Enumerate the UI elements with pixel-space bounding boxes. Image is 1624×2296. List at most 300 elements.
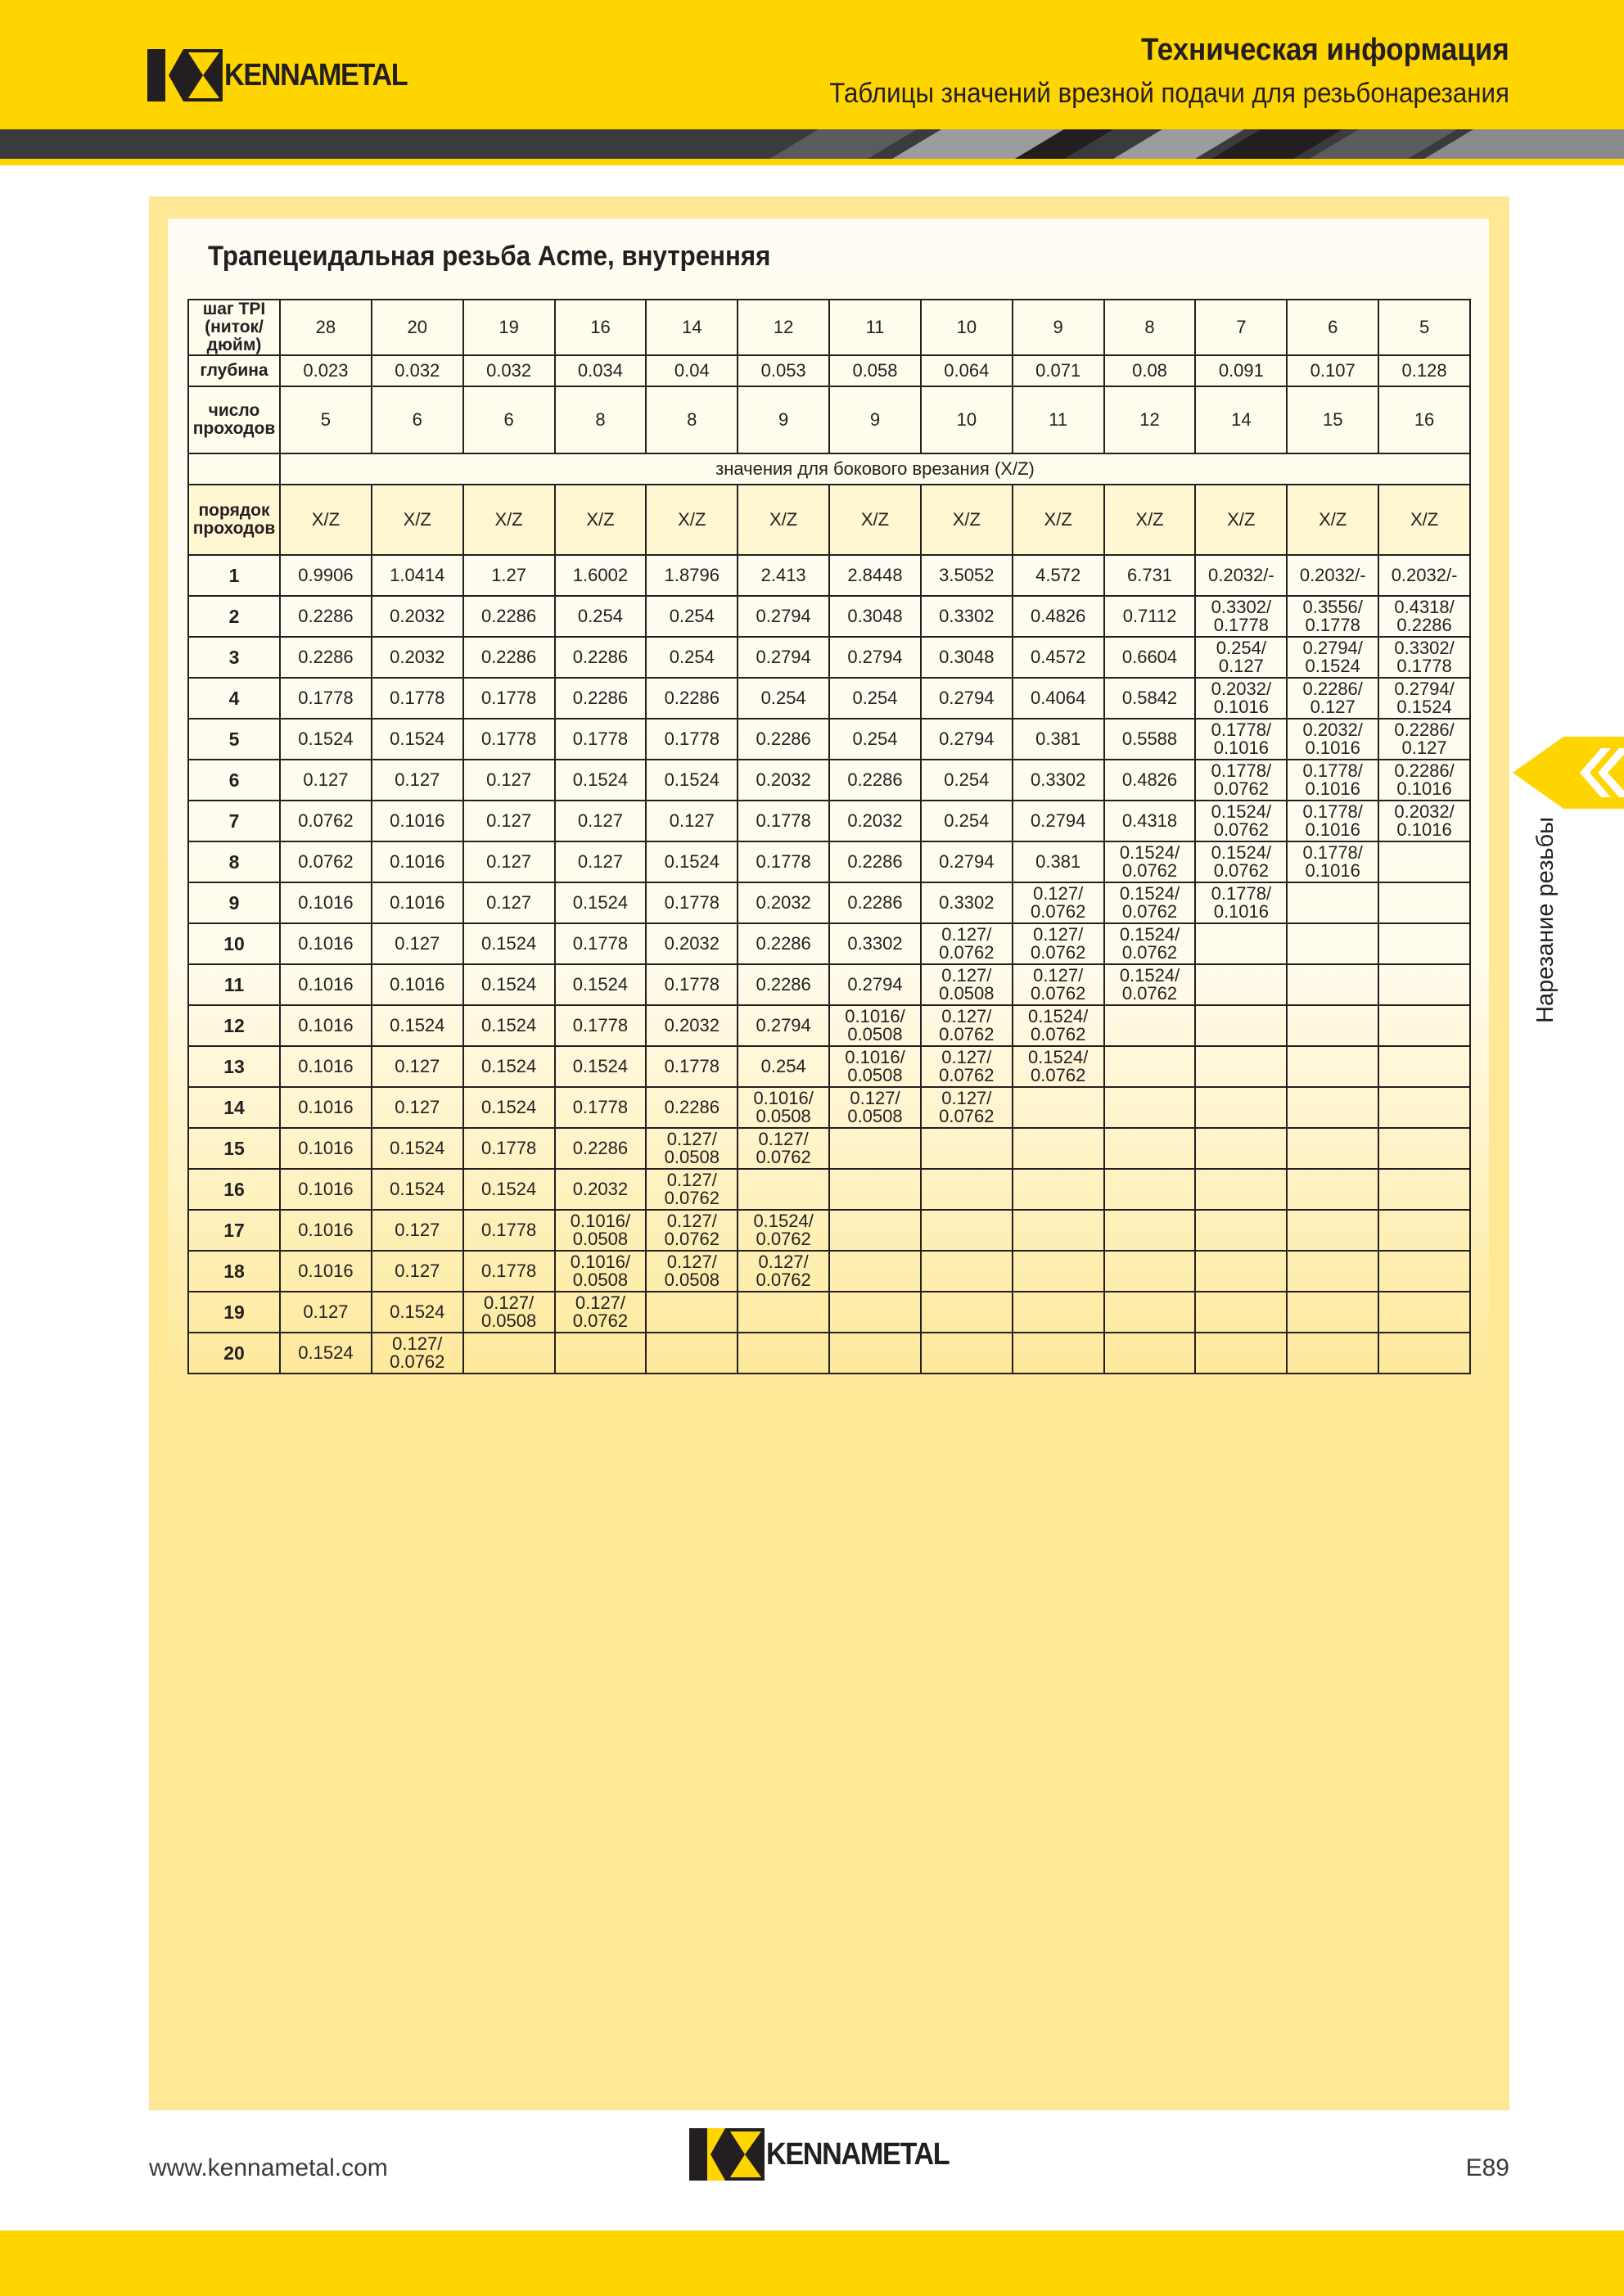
table-cell: 1.27 (463, 555, 555, 596)
table-cell: 0.5842 (1104, 678, 1196, 719)
footer-url: www.kennametal.com (149, 2154, 388, 2181)
table-cell (921, 1169, 1013, 1210)
table-cell (1378, 1251, 1470, 1292)
brand-name: KENNAMETAL (224, 57, 408, 92)
tpi-row-cell: 16 (555, 300, 647, 355)
passes-row-cell: 8 (646, 386, 738, 453)
table-cell: 0.2794 (921, 719, 1013, 760)
table-cell: 0.3048 (829, 596, 921, 637)
table-cell: 0.1016 (280, 964, 372, 1005)
table-cell: 0.127/ 0.0762 (646, 1210, 738, 1251)
table-cell: 0.4826 (1013, 596, 1104, 637)
table-cell: 0.2286/ 0.1016 (1378, 760, 1470, 801)
order-row-cell: X/Z (555, 485, 647, 555)
table-cell: 0.1524 (463, 1005, 555, 1046)
table-cell (1378, 1046, 1470, 1087)
table-cell (1287, 923, 1378, 964)
table-cell: 0.1778 (646, 1046, 738, 1087)
table-cell (1195, 1251, 1287, 1292)
passes-row-cell: 9 (829, 386, 921, 453)
depth-row-cell: 0.091 (1195, 355, 1287, 386)
table-cell: 0.1524 (372, 1005, 463, 1046)
table-cell: 0.254/ 0.127 (1195, 637, 1287, 678)
table-cell: 0.381 (1013, 719, 1104, 760)
table-cell: 0.1016/ 0.0508 (555, 1251, 647, 1292)
pass-number: 11 (188, 964, 280, 1005)
table-cell: 0.2286 (829, 760, 921, 801)
table-cell: 0.1016 (372, 964, 463, 1005)
table-cell: 0.127/ 0.0762 (1013, 923, 1104, 964)
tpi-row-cell: 20 (372, 300, 463, 355)
table-cell: 0.2794 (738, 1005, 829, 1046)
table-row (188, 596, 1470, 637)
table-cell: 0.1524 (463, 1046, 555, 1087)
depth-row-cell: 0.023 (280, 355, 372, 386)
order-row-cell: X/Z (921, 485, 1013, 555)
table-row (188, 555, 1470, 596)
pass-number: 7 (188, 801, 280, 841)
table-cell (1013, 1292, 1104, 1333)
table-cell: 0.1016 (372, 882, 463, 923)
depth-row-cell: 0.04 (646, 355, 738, 386)
tpi-row-cell: 7 (1195, 300, 1287, 355)
passes-row-cell: 11 (1013, 386, 1104, 453)
table-cell: 0.1778 (738, 841, 829, 882)
table-cell (1287, 964, 1378, 1005)
table-cell: 0.254 (829, 678, 921, 719)
table-cell: 0.1778 (555, 1005, 647, 1046)
table-cell: 0.2286 (555, 678, 647, 719)
passes-row-cell: 8 (555, 386, 647, 453)
page-number: E89 (1465, 2154, 1509, 2181)
table-cell: 0.1778 (463, 1251, 555, 1292)
table-cell (555, 1333, 647, 1374)
table-cell: 0.127 (463, 882, 555, 923)
table-cell: 0.2794 (738, 637, 829, 678)
table-cell: 0.1778 (555, 923, 647, 964)
table-cell: 0.1524 (646, 841, 738, 882)
table-cell: 0.127/ 0.0508 (463, 1292, 555, 1333)
table-cell (1195, 1292, 1287, 1333)
tpi-row-cell: 28 (280, 300, 372, 355)
passes-row-label: число проходов (188, 386, 280, 453)
table-cell (1378, 923, 1470, 964)
table-cell: 0.2286/ 0.127 (1378, 719, 1470, 760)
pass-number: 1 (188, 555, 280, 596)
table-cell: 0.1778 (646, 882, 738, 923)
tpi-row-cell: 8 (1104, 300, 1196, 355)
table-cell: 0.127 (372, 1251, 463, 1292)
table-cell (1195, 1087, 1287, 1128)
table-cell (829, 1169, 921, 1210)
table-cell (1104, 1333, 1196, 1374)
table-cell: 0.127 (463, 801, 555, 841)
table-cell: 0.1524/ 0.0762 (738, 1210, 829, 1251)
order-row-cell: X/Z (646, 485, 738, 555)
pass-number: 20 (188, 1333, 280, 1374)
order-row (188, 485, 1470, 555)
pass-number: 16 (188, 1169, 280, 1210)
table-cell (1287, 1169, 1378, 1210)
table-cell: 0.1524/ 0.0762 (1195, 841, 1287, 882)
table-row (188, 1046, 1470, 1087)
table-cell: 1.6002 (555, 555, 647, 596)
passes-row-cell: 10 (921, 386, 1013, 453)
depth-row (188, 355, 1470, 386)
table-cell (1195, 1005, 1287, 1046)
table-cell (921, 1210, 1013, 1251)
table-cell: 0.0762 (280, 841, 372, 882)
table-cell: 0.1778 (463, 1210, 555, 1251)
depth-row-cell: 0.032 (463, 355, 555, 386)
table-title: Трапецеидальная резьба Acme, внутренняя (208, 241, 771, 272)
table-cell (1104, 1046, 1196, 1087)
table-cell (738, 1333, 829, 1374)
table-cell: 0.2794/ 0.1524 (1287, 637, 1378, 678)
order-row-cell: X/Z (1287, 485, 1378, 555)
table-cell: 0.127 (372, 923, 463, 964)
table-cell: 0.3302 (829, 923, 921, 964)
table-cell (1195, 1128, 1287, 1169)
table-cell: 0.127 (372, 1046, 463, 1087)
table-cell: 0.2794 (921, 841, 1013, 882)
table-cell: 0.1016 (280, 1128, 372, 1169)
table-row (188, 637, 1470, 678)
table-cell: 0.127/ 0.0762 (921, 1005, 1013, 1046)
table-cell: 3.5052 (921, 555, 1013, 596)
table-cell: 0.2032 (738, 882, 829, 923)
depth-row-cell: 0.032 (372, 355, 463, 386)
table-cell: 0.1778 (463, 678, 555, 719)
depth-row-cell: 0.128 (1378, 355, 1470, 386)
table-cell (1104, 1128, 1196, 1169)
table-cell: 0.7112 (1104, 596, 1196, 637)
passes-row-cell: 16 (1378, 386, 1470, 453)
table-cell: 0.127 (646, 801, 738, 841)
table-cell (1287, 1210, 1378, 1251)
table-cell: 0.2032/ 0.1016 (1195, 678, 1287, 719)
table-cell: 0.4318 (1104, 801, 1196, 841)
table-cell: 0.2286 (738, 923, 829, 964)
pass-number: 12 (188, 1005, 280, 1046)
table-cell: 0.2286 (463, 596, 555, 637)
table-cell: 0.127/ 0.0762 (921, 923, 1013, 964)
order-row-cell: X/Z (738, 485, 829, 555)
table-cell: 0.2286 (280, 637, 372, 678)
table-cell: 0.4064 (1013, 678, 1104, 719)
table-row (188, 882, 1470, 923)
table-cell: 0.2286 (280, 596, 372, 637)
passes-row-cell: 6 (463, 386, 555, 453)
table-cell: 0.1524 (646, 760, 738, 801)
footer-bar (0, 2231, 1624, 2296)
table-cell: 0.1778 (738, 801, 829, 841)
passes-row-cell: 9 (738, 386, 829, 453)
depth-row-cell: 0.053 (738, 355, 829, 386)
table-cell: 0.2794 (829, 637, 921, 678)
passes-row-cell: 14 (1195, 386, 1287, 453)
table-row (188, 1210, 1470, 1251)
table-cell: 0.2286/ 0.127 (1287, 678, 1378, 719)
table-cell (738, 1292, 829, 1333)
table-cell: 0.1016 (280, 1087, 372, 1128)
table-cell: 4.572 (1013, 555, 1104, 596)
table-cell (1013, 1210, 1104, 1251)
table-cell: 0.3302 (921, 882, 1013, 923)
table-cell: 0.1778 (646, 719, 738, 760)
table-cell (1104, 1005, 1196, 1046)
flank-note: значения для бокового врезания (X/Z) (280, 453, 1470, 485)
table-cell (1195, 1333, 1287, 1374)
header-subtitle: Таблицы значений врезной подачи для резьбонарезания (829, 78, 1509, 109)
depth-row-cell: 0.064 (921, 355, 1013, 386)
table-row (188, 719, 1470, 760)
pass-number: 19 (188, 1292, 280, 1333)
table-cell: 0.1778/ 0.1016 (1195, 882, 1287, 923)
table-cell: 0.127/ 0.0508 (921, 964, 1013, 1005)
table-cell: 0.127 (555, 841, 647, 882)
table-cell (1378, 1169, 1470, 1210)
table-cell: 0.2286 (555, 1128, 647, 1169)
table-cell (1195, 1210, 1287, 1251)
table-cell: 0.1524/ 0.0762 (1104, 923, 1196, 964)
table-cell: 0.1524 (280, 719, 372, 760)
table-cell (1287, 1005, 1378, 1046)
order-row-cell: X/Z (1378, 485, 1470, 555)
header-stripe-underline (0, 159, 1624, 165)
order-row-cell: X/Z (463, 485, 555, 555)
table-cell (921, 1292, 1013, 1333)
table-cell: 0.254 (829, 719, 921, 760)
table-cell (1378, 841, 1470, 882)
table-cell: 0.2032/- (1287, 555, 1378, 596)
table-cell: 0.3302 (921, 596, 1013, 637)
table-cell: 0.1778/ 0.1016 (1287, 760, 1378, 801)
table-cell (1287, 1292, 1378, 1333)
tpi-row (188, 300, 1470, 355)
table-cell (829, 1292, 921, 1333)
pass-number: 18 (188, 1251, 280, 1292)
table-cell: 0.2286 (646, 1087, 738, 1128)
table-cell (1287, 1333, 1378, 1374)
table-cell (1013, 1128, 1104, 1169)
table-cell: 0.127 (372, 1087, 463, 1128)
tpi-row-label: шаг TPI (ниток/дюйм) (188, 300, 280, 355)
table-cell (1013, 1169, 1104, 1210)
table-cell: 0.254 (555, 596, 647, 637)
table-cell: 0.4318/ 0.2286 (1378, 596, 1470, 637)
table-cell: 0.127 (280, 1292, 372, 1333)
table-cell: 0.2794/ 0.1524 (1378, 678, 1470, 719)
order-row-cell: X/Z (829, 485, 921, 555)
table-cell (1104, 1292, 1196, 1333)
depth-row-label: глубина (188, 355, 280, 386)
table-cell: 0.127 (372, 760, 463, 801)
table-cell: 0.1778 (463, 1128, 555, 1169)
passes-row-cell: 12 (1104, 386, 1196, 453)
table-cell: 0.127/ 0.0762 (921, 1087, 1013, 1128)
pass-number: 14 (188, 1087, 280, 1128)
table-cell: 0.1524/ 0.0762 (1013, 1005, 1104, 1046)
table-cell: 0.1524 (555, 882, 647, 923)
kennametal-k-logo-icon (147, 49, 223, 101)
table-cell (646, 1292, 738, 1333)
table-cell: 0.1524 (463, 964, 555, 1005)
table-cell: 0.2286 (646, 678, 738, 719)
table-cell: 0.1524 (463, 1087, 555, 1128)
depth-row-cell: 0.034 (555, 355, 647, 386)
table-cell: 0.2032 (372, 596, 463, 637)
table-cell: 0.127/ 0.0762 (646, 1169, 738, 1210)
table-cell: 0.1778/ 0.1016 (1287, 841, 1378, 882)
side-tab-label: Нарезание резьбы (1532, 817, 1559, 1023)
table-cell (646, 1333, 738, 1374)
table-cell: 0.127/ 0.0762 (738, 1128, 829, 1169)
table-cell: 0.1524 (463, 1169, 555, 1210)
table-cell: 0.127/ 0.0762 (1013, 964, 1104, 1005)
table-row (188, 841, 1470, 882)
table-cell: 0.2286 (738, 719, 829, 760)
table-cell: 0.1524 (372, 1169, 463, 1210)
pass-number: 2 (188, 596, 280, 637)
table-cell: 0.5588 (1104, 719, 1196, 760)
table-cell: 1.8796 (646, 555, 738, 596)
tpi-row-cell: 14 (646, 300, 738, 355)
section-tab-chevron-icon (1513, 737, 1624, 809)
passes-row (188, 386, 1470, 453)
table-cell: 0.3556/ 0.1778 (1287, 596, 1378, 637)
pass-number: 5 (188, 719, 280, 760)
table-row (188, 1333, 1470, 1374)
passes-row-cell: 6 (372, 386, 463, 453)
table-cell: 0.4826 (1104, 760, 1196, 801)
table-cell: 0.254 (921, 801, 1013, 841)
kennametal-k-logo-icon (689, 2128, 765, 2181)
kennametal-logo-footer (689, 2128, 969, 2181)
table-cell: 0.127 (555, 801, 647, 841)
table-cell: 0.127 (463, 760, 555, 801)
table-cell: 0.127/ 0.0508 (646, 1251, 738, 1292)
table-cell: 0.1016 (280, 1169, 372, 1210)
table-cell (1104, 1087, 1196, 1128)
table-cell: 0.1524/ 0.0762 (1013, 1046, 1104, 1087)
table-cell: 0.3302/ 0.1778 (1378, 637, 1470, 678)
table-cell: 0.127 (372, 1210, 463, 1251)
table-cell: 0.1524 (555, 1046, 647, 1087)
table-cell: 0.127/ 0.0508 (646, 1128, 738, 1169)
table-cell: 0.2794 (738, 596, 829, 637)
table-cell: 0.254 (738, 678, 829, 719)
table-cell: 0.1778/ 0.1016 (1195, 719, 1287, 760)
table-cell (1378, 1128, 1470, 1169)
table-cell: 0.254 (646, 637, 738, 678)
table-cell: 0.127/ 0.0762 (372, 1333, 463, 1374)
table-cell: 0.3048 (921, 637, 1013, 678)
table-cell (921, 1128, 1013, 1169)
order-row-cell: X/Z (1013, 485, 1104, 555)
passes-row-cell: 5 (280, 386, 372, 453)
table-cell: 0.1016 (280, 923, 372, 964)
table-cell (1104, 1169, 1196, 1210)
table-cell: 0.2286 (463, 637, 555, 678)
table-cell (1287, 882, 1378, 923)
depth-row-cell: 0.058 (829, 355, 921, 386)
table-cell (829, 1128, 921, 1169)
depth-row-cell: 0.071 (1013, 355, 1104, 386)
table-cell (1195, 1169, 1287, 1210)
table-cell: 0.2032 (372, 637, 463, 678)
header-stripe (0, 129, 1624, 159)
table-cell: 0.1778 (646, 964, 738, 1005)
pass-number: 10 (188, 923, 280, 964)
table-cell: 0.1778 (463, 719, 555, 760)
table-cell: 0.6604 (1104, 637, 1196, 678)
pass-number: 15 (188, 1128, 280, 1169)
table-cell (1013, 1087, 1104, 1128)
table-cell: 0.1016/ 0.0508 (829, 1005, 921, 1046)
table-cell: 0.1778/ 0.1016 (1287, 801, 1378, 841)
tpi-row-cell: 9 (1013, 300, 1104, 355)
table-cell: 0.1778 (555, 719, 647, 760)
table-cell: 0.1778 (372, 678, 463, 719)
table-cell (1378, 964, 1470, 1005)
table-cell: 0.2794 (921, 678, 1013, 719)
table-cell: 0.0762 (280, 801, 372, 841)
flank-note-row (188, 453, 1470, 485)
tpi-row-cell: 11 (829, 300, 921, 355)
table-cell: 0.3302/ 0.1778 (1195, 596, 1287, 637)
pass-number: 9 (188, 882, 280, 923)
table-cell: 0.1524 (463, 923, 555, 964)
table-cell: 0.127/ 0.0762 (555, 1292, 647, 1333)
table-cell (829, 1251, 921, 1292)
table-cell: 0.3302 (1013, 760, 1104, 801)
table-cell (1378, 1210, 1470, 1251)
table-cell (1287, 1128, 1378, 1169)
table-cell: 0.254 (738, 1046, 829, 1087)
table-cell (829, 1333, 921, 1374)
table-cell: 0.2032 (646, 1005, 738, 1046)
table-cell: 0.254 (921, 760, 1013, 801)
table-cell (1195, 964, 1287, 1005)
depth-row-cell: 0.08 (1104, 355, 1196, 386)
pass-number: 17 (188, 1210, 280, 1251)
table-row (188, 1087, 1470, 1128)
table-cell: 0.1016 (280, 1046, 372, 1087)
table-cell: 0.1016/ 0.0508 (555, 1210, 647, 1251)
table-cell: 0.2286 (829, 841, 921, 882)
table-cell: 0.381 (1013, 841, 1104, 882)
table-cell: 0.1016 (372, 801, 463, 841)
table-cell: 0.2032/ 0.1016 (1378, 801, 1470, 841)
table-cell: 0.1524/ 0.0762 (1104, 964, 1196, 1005)
order-row-label: порядок проходов (188, 485, 280, 555)
table-cell: 0.2286 (555, 637, 647, 678)
table-cell: 6.731 (1104, 555, 1196, 596)
table-cell (1104, 1210, 1196, 1251)
table-cell: 0.2032 (646, 923, 738, 964)
order-row-cell: X/Z (372, 485, 463, 555)
table-cell (1287, 1046, 1378, 1087)
table-cell: 0.254 (646, 596, 738, 637)
pass-number: 8 (188, 841, 280, 882)
table-cell: 0.1524/ 0.0762 (1195, 801, 1287, 841)
table-cell: 0.127/ 0.0508 (829, 1087, 921, 1128)
table-cell: 0.1524 (280, 1333, 372, 1374)
order-row-cell: X/Z (280, 485, 372, 555)
table-cell (921, 1333, 1013, 1374)
table-row (188, 923, 1470, 964)
